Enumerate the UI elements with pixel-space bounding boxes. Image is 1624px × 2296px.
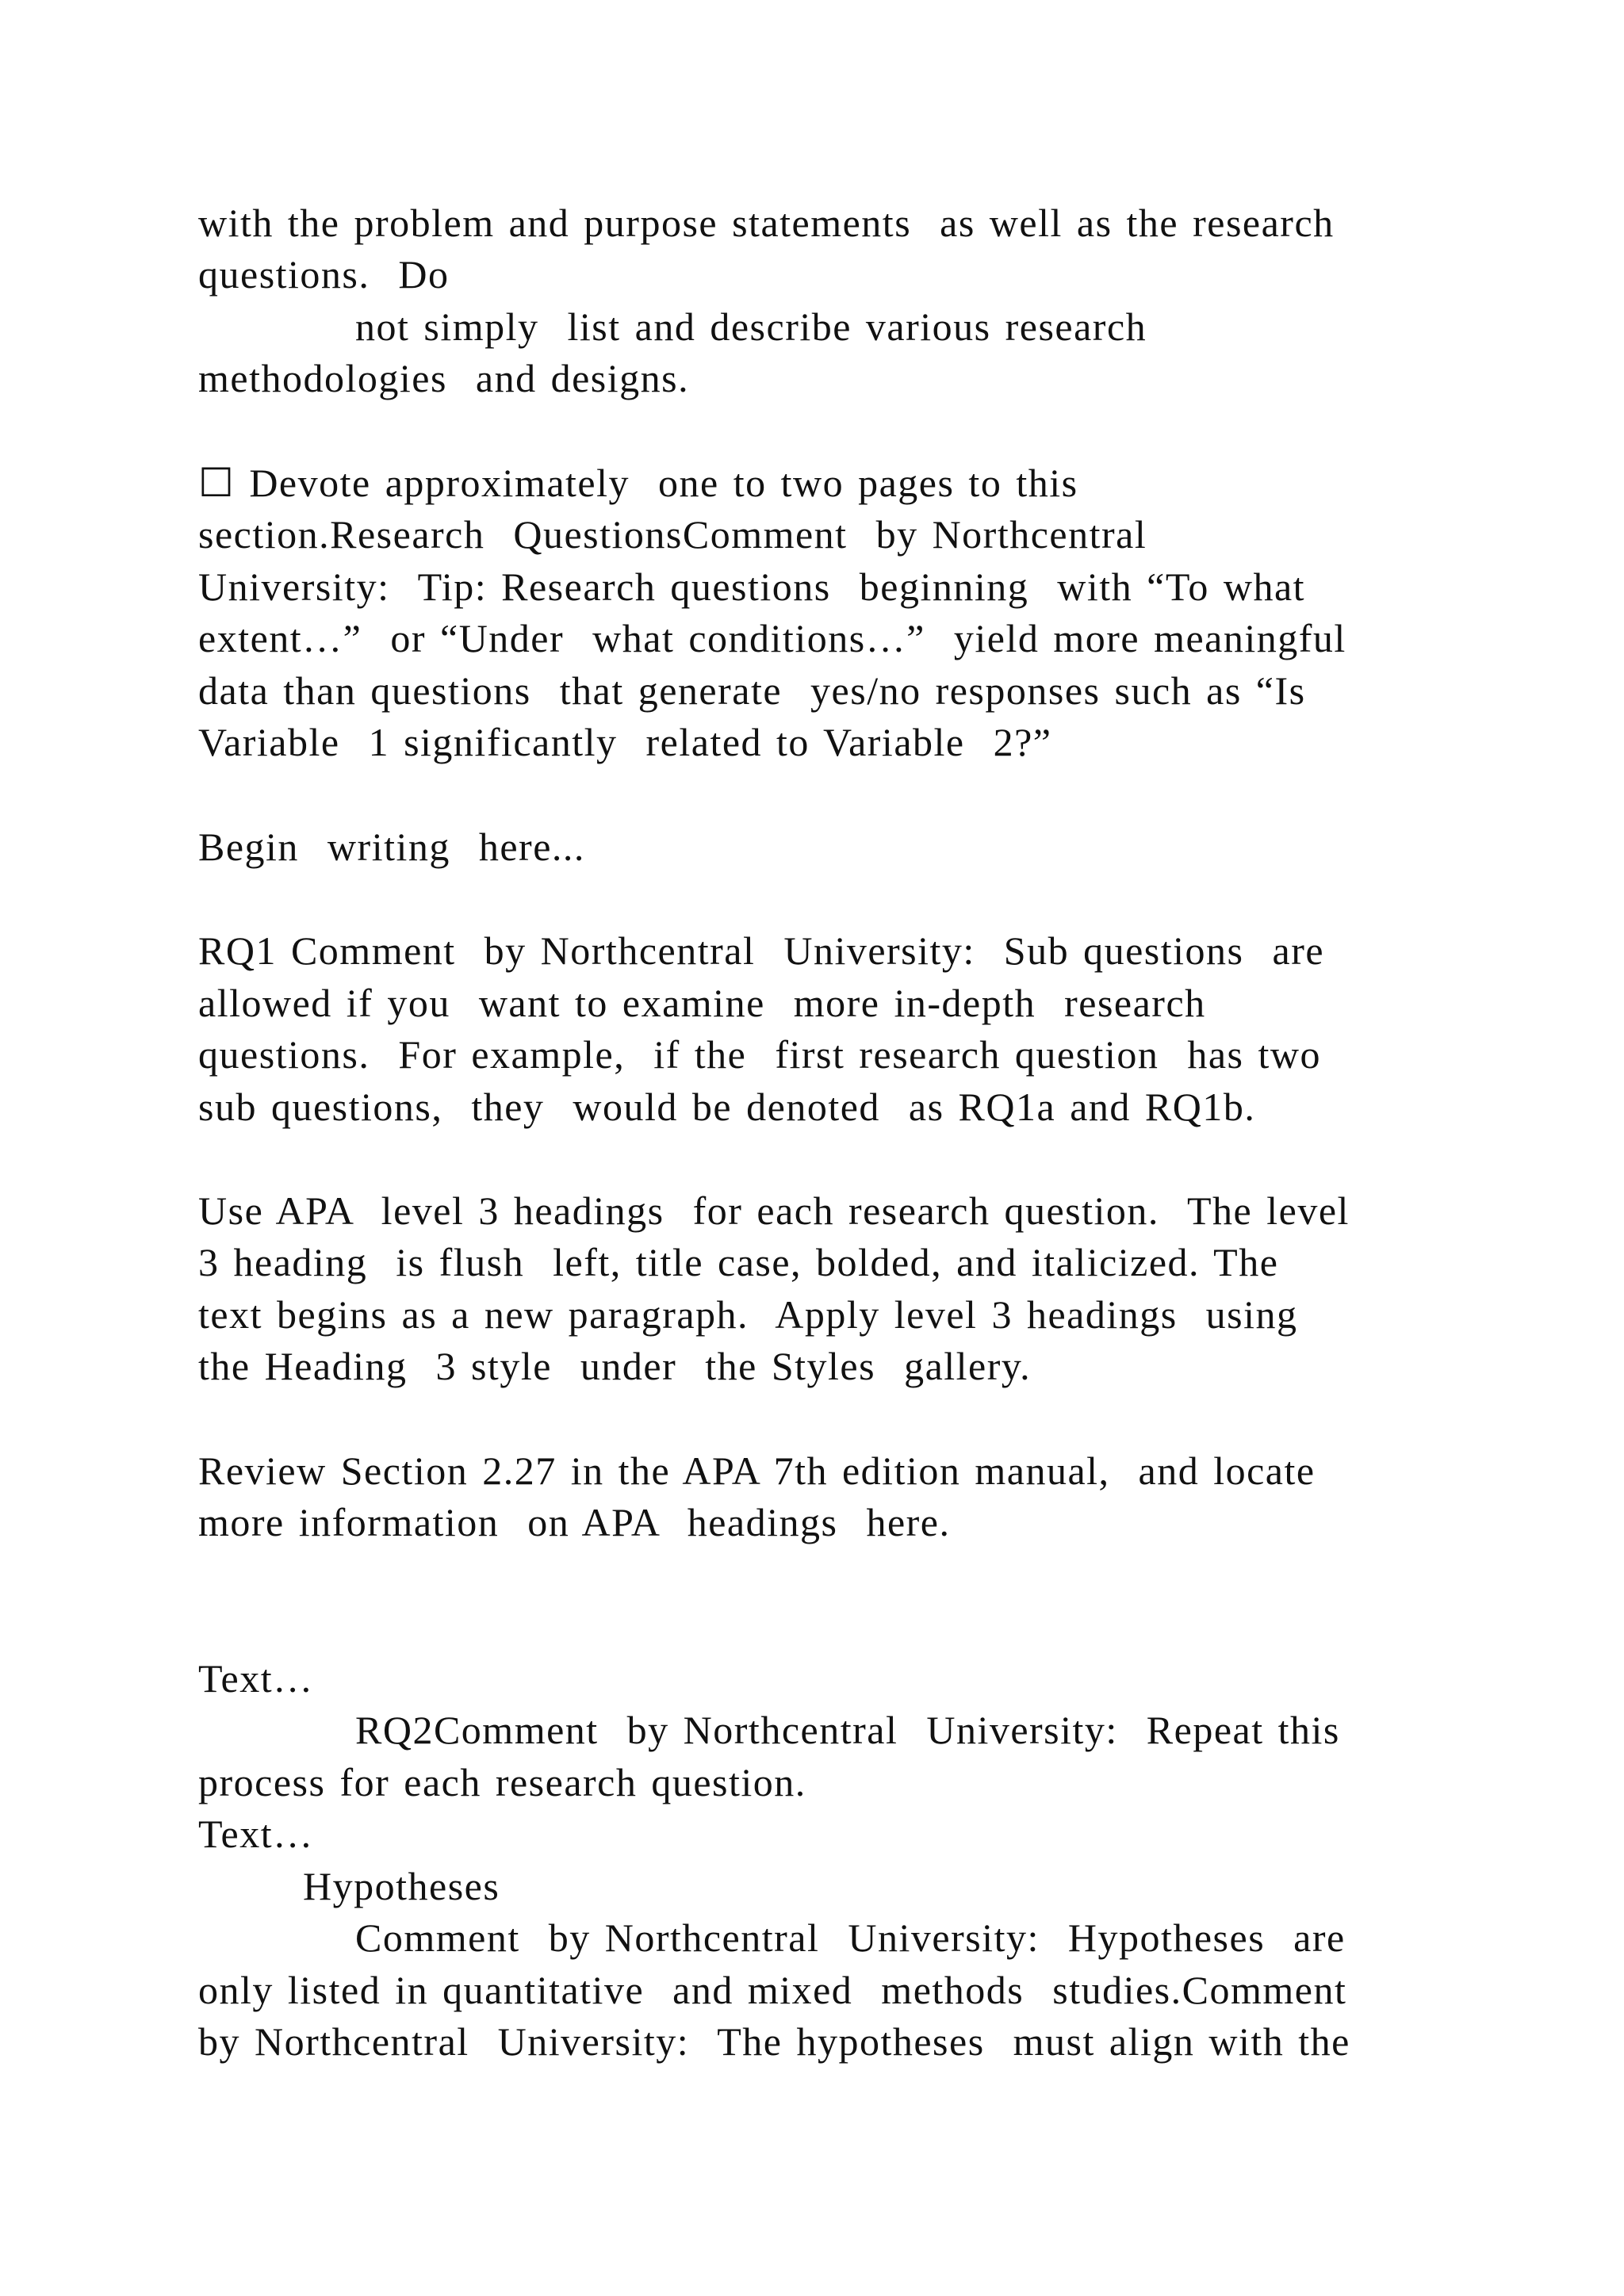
text-line: data than questions that generate yes/no responses such as “Is: [198, 668, 1306, 713]
text-line: text begins as a new paragraph. Apply level 3 headings using: [198, 1292, 1298, 1337]
text-line: more information on APA headings here.: [198, 1500, 951, 1544]
text-line: by Northcentral University: The hypotheses must align with the: [198, 2019, 1350, 2064]
text-line: section.Research QuestionsComment by Northcentral: [198, 512, 1147, 557]
rq2-heading-line: RQ2Comment by Northcentral University: Repeat this: [355, 1708, 1340, 1752]
placeholder-text: Text…: [198, 1812, 314, 1856]
text-line: extent…” or “Under what conditions…” yield more meaningful: [198, 616, 1346, 660]
text-line: Review Section 2.27 in the APA 7th edition manual, and locate: [198, 1448, 1316, 1493]
text-line: University: Tip: Research questions beginning with “To what: [198, 564, 1306, 609]
placeholder-text: Text…: [198, 1656, 314, 1701]
text-line: methodologies and designs.: [198, 356, 690, 400]
text-line: sub questions, they would be denoted as RQ1a and RQ1b.: [198, 1085, 1256, 1129]
text-line: process for each research question.: [198, 1760, 806, 1804]
text-line: questions. Do: [198, 252, 450, 297]
placeholder-text: Begin writing here...: [198, 825, 585, 869]
text-line: Comment by Northcentral University: Hypotheses are: [355, 1915, 1346, 1960]
checkbox-text-line: ☐ Devote approximately one to two pages to this: [198, 461, 1078, 505]
text-line: allowed if you want to examine more in-depth research: [198, 981, 1206, 1025]
text-line: questions. For example, if the first research question has two: [198, 1032, 1321, 1077]
text-line: Use APA level 3 headings for each research question. The level: [198, 1188, 1350, 1233]
text-line: Variable 1 significantly related to Variable 2?”: [198, 720, 1052, 764]
text-line: only listed in quantitative and mixed methods studies.Comment: [198, 1968, 1347, 2012]
text-line: with the problem and purpose statements as well as the research: [198, 201, 1335, 245]
text-line: the Heading 3 style under the Styles gallery.: [198, 1344, 1032, 1388]
hypotheses-heading: Hypotheses: [303, 1864, 500, 1908]
text-line: RQ1 Comment by Northcentral University: Sub questions are: [198, 928, 1325, 973]
text-line: 3 heading is flush left, title case, bolded, and italicized. The: [198, 1240, 1279, 1284]
text-line: not simply list and describe various research: [355, 304, 1147, 349]
